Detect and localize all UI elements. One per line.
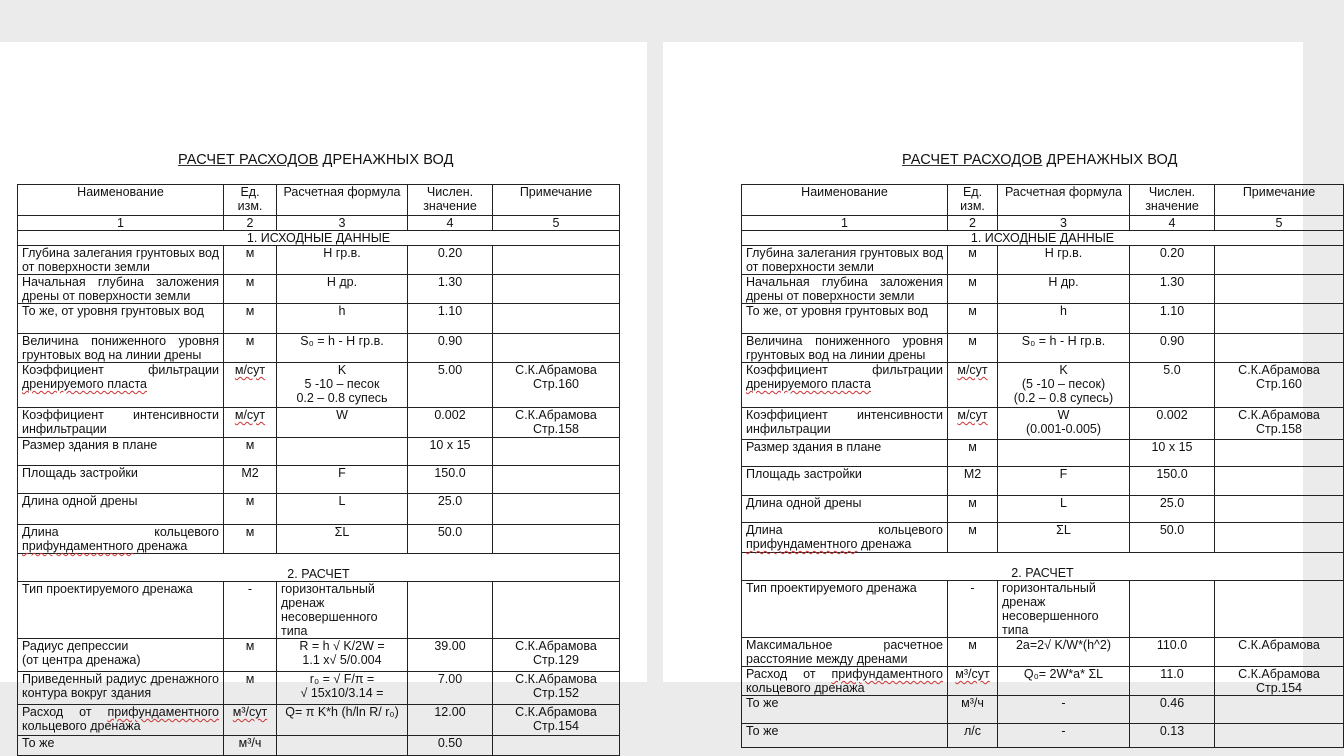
cell-note: С.К.Абрамова Стр.160 xyxy=(493,363,620,408)
cell-note xyxy=(1215,696,1344,724)
cell-formula: Q₀= 2W*a* ΣL xyxy=(998,667,1130,696)
cell-note: С.К.Абрамова Стр.160 xyxy=(1215,363,1344,408)
column-number: 1 xyxy=(18,216,224,231)
cell-formula: L xyxy=(998,496,1130,523)
cell-name: Глубина залегания грунтовых вод от поверхности земли xyxy=(742,246,948,275)
table-row xyxy=(18,466,620,494)
table-row xyxy=(18,246,620,275)
cell-unit: м xyxy=(224,275,277,304)
cell-formula: H др. xyxy=(277,275,408,304)
table-row xyxy=(18,408,620,438)
cell-value: 1.10 xyxy=(408,304,493,334)
cell-value: 25.0 xyxy=(1130,496,1215,523)
cell-name: То же xyxy=(18,736,224,756)
cell-unit: м xyxy=(948,275,998,304)
cell-name: То же xyxy=(742,724,948,748)
cell-note xyxy=(1215,724,1344,748)
cell-note xyxy=(1215,246,1344,275)
column-header-value: Числен. значение xyxy=(1130,185,1215,216)
cell-note xyxy=(493,334,620,363)
cell-note xyxy=(1215,275,1344,304)
cell-value: 0.002 xyxy=(1130,408,1215,440)
cell-formula: H гр.в. xyxy=(277,246,408,275)
table-row xyxy=(742,724,1344,748)
cell-note xyxy=(493,736,620,756)
column-numbers-row xyxy=(18,216,620,231)
cell-note: С.К.Абрамова Стр.158 xyxy=(493,408,620,438)
column-header-value: Числен. значение xyxy=(408,185,493,216)
cell-name: Площадь застройки xyxy=(18,466,224,494)
cell-formula: горизонтальный дренаж несовершенного типа xyxy=(998,581,1130,638)
cell-formula: H гр.в. xyxy=(998,246,1130,275)
cell-name: Коэффициент фильтрации дренируемого пласта xyxy=(742,363,948,408)
cell-name: Расход от прифундаментного кольцевого дренажа xyxy=(742,667,948,696)
cell-unit: м xyxy=(224,525,277,554)
table-row xyxy=(18,304,620,334)
cell-name: Длина одной дрены xyxy=(18,494,224,525)
table-row xyxy=(742,496,1344,523)
column-header-unit: Ед. изм. xyxy=(224,185,277,216)
table-row xyxy=(18,639,620,672)
cell-formula: h xyxy=(998,304,1130,334)
table-row xyxy=(742,304,1344,334)
cell-formula xyxy=(998,440,1130,467)
column-header-name: Наименование xyxy=(18,185,224,216)
cell-name: Длина кольцевого прифундаментного дренажа xyxy=(742,523,948,553)
document-page-left xyxy=(0,42,647,750)
cell-unit: М2 xyxy=(224,466,277,494)
section-heading-initial-data: 1. ИСХОДНЫЕ ДАННЫЕ xyxy=(742,231,1344,246)
cell-value: 0.50 xyxy=(408,736,493,756)
table-row xyxy=(18,705,620,736)
cell-formula: ΣL xyxy=(277,525,408,554)
cell-value xyxy=(1130,581,1215,638)
table-row xyxy=(742,467,1344,496)
cell-formula xyxy=(277,736,408,756)
column-number: 5 xyxy=(493,216,620,231)
table-row xyxy=(742,440,1344,467)
cell-note xyxy=(1215,440,1344,467)
cell-value: 110.0 xyxy=(1130,638,1215,667)
cell-name: Длина кольцевого прифундаментного дренажа xyxy=(18,525,224,554)
cell-value: 50.0 xyxy=(1130,523,1215,553)
cell-value: 150.0 xyxy=(1130,467,1215,496)
cell-formula: Q= π K*h (h/ln R/ r₀) xyxy=(277,705,408,736)
cell-unit: М2 xyxy=(948,467,998,496)
cell-formula: S₀ = h - H гр.в. xyxy=(998,334,1130,363)
cell-name: Приведенный радиус дренажного контура вокруг здания xyxy=(18,672,224,705)
cell-name: Коэффициент интенсивности инфильтрации xyxy=(742,408,948,440)
cell-unit: м/сут xyxy=(948,408,998,440)
cell-value xyxy=(408,582,493,639)
cell-formula: горизонтальный дренаж несовершенного типа xyxy=(277,582,408,639)
cell-name: Тип проектируемого дренажа xyxy=(18,582,224,639)
cell-name: Величина пониженного уровня грунтовых вод на линии дрены xyxy=(18,334,224,363)
cell-unit: - xyxy=(224,582,277,639)
cell-value: 10 х 15 xyxy=(1130,440,1215,467)
cell-note xyxy=(1215,581,1344,638)
table-row xyxy=(742,363,1344,408)
table-row xyxy=(742,275,1344,304)
cell-formula: 2a=2√ K/W*(h^2) xyxy=(998,638,1130,667)
cell-note xyxy=(1215,523,1344,553)
cell-unit: м xyxy=(224,334,277,363)
table-row xyxy=(18,494,620,525)
cell-formula: r₀ = √ F/π = √ 15х10/3.14 = xyxy=(277,672,408,705)
column-number: 1 xyxy=(742,216,948,231)
cell-unit: м xyxy=(224,494,277,525)
cell-value: 5.0 xyxy=(1130,363,1215,408)
column-header-note: Примечание xyxy=(1215,185,1344,216)
document-page-right xyxy=(663,42,1320,738)
table-row xyxy=(742,334,1344,363)
cell-unit: м xyxy=(224,438,277,466)
cell-formula: W xyxy=(277,408,408,438)
table-row xyxy=(742,581,1344,638)
cell-name: Величина пониженного уровня грунтовых вод на линии дрены xyxy=(742,334,948,363)
cell-unit: м xyxy=(224,246,277,275)
table-row xyxy=(18,363,620,408)
cell-unit: м³/сут xyxy=(948,667,998,696)
document-title: РАСЧЕТ РАСХОДОВ ДРЕНАЖНЫХ ВОД xyxy=(902,152,1178,168)
cell-unit: м xyxy=(948,440,998,467)
cell-note xyxy=(493,438,620,466)
cell-note xyxy=(493,246,620,275)
table-row xyxy=(742,638,1344,667)
table-row xyxy=(742,408,1344,440)
cell-value: 0.20 xyxy=(408,246,493,275)
cell-value: 1.10 xyxy=(1130,304,1215,334)
cell-name: То же, от уровня грунтовых вод xyxy=(742,304,948,334)
cell-value: 5.00 xyxy=(408,363,493,408)
section-heading-initial-data: 1. ИСХОДНЫЕ ДАННЫЕ xyxy=(18,231,620,246)
cell-formula: F xyxy=(277,466,408,494)
calculation-table xyxy=(741,184,1344,748)
cell-value: 10 х 15 xyxy=(408,438,493,466)
column-number: 2 xyxy=(948,216,998,231)
cell-note xyxy=(1215,334,1344,363)
cell-unit: м³/сут xyxy=(224,705,277,736)
cell-note xyxy=(493,582,620,639)
cell-formula: S₀ = h - H гр.в. xyxy=(277,334,408,363)
cell-value: 11.0 xyxy=(1130,667,1215,696)
table-header-row xyxy=(18,185,620,216)
cell-value: 25.0 xyxy=(408,494,493,525)
table-header-row xyxy=(742,185,1344,216)
cell-name: Радиус депрессии (от центра дренажа) xyxy=(18,639,224,672)
cell-unit: м/сут xyxy=(224,408,277,438)
cell-formula: R = h √ K/2W = 1.1 х√ 5/0.004 xyxy=(277,639,408,672)
cell-name: Максимальное расчетное расстояние между дренами xyxy=(742,638,948,667)
cell-unit: м/сут xyxy=(948,363,998,408)
cell-formula: F xyxy=(998,467,1130,496)
cell-formula: W (0.001-0.005) xyxy=(998,408,1130,440)
cell-name: Коэффициент фильтрации дренируемого пласта xyxy=(18,363,224,408)
cell-value: 0.90 xyxy=(1130,334,1215,363)
cell-name: Размер здания в плане xyxy=(742,440,948,467)
cell-formula: K 5 -10 – песок 0.2 – 0.8 супесь xyxy=(277,363,408,408)
cell-formula xyxy=(277,438,408,466)
column-number: 4 xyxy=(1130,216,1215,231)
cell-unit: м xyxy=(948,638,998,667)
section-heading-calculation: 2. РАСЧЕТ xyxy=(742,553,1344,581)
cell-unit: м xyxy=(224,304,277,334)
column-number: 5 xyxy=(1215,216,1344,231)
cell-name: Расход от прифундаментного кольцевого дренажа xyxy=(18,705,224,736)
table-row xyxy=(18,275,620,304)
cell-value: 50.0 xyxy=(408,525,493,554)
cell-formula: ΣL xyxy=(998,523,1130,553)
cell-name: Начальная глубина заложения дрены от поверхности земли xyxy=(742,275,948,304)
cell-note xyxy=(493,466,620,494)
column-header-name: Наименование xyxy=(742,185,948,216)
column-header-formula: Расчетная формула xyxy=(277,185,408,216)
cell-value: 150.0 xyxy=(408,466,493,494)
cell-formula: L xyxy=(277,494,408,525)
column-header-note: Примечание xyxy=(493,185,620,216)
cell-value: 12.00 xyxy=(408,705,493,736)
cell-note xyxy=(1215,304,1344,334)
cell-formula: H др. xyxy=(998,275,1130,304)
table-row xyxy=(18,672,620,705)
table-row xyxy=(18,582,620,639)
section-heading-calculation: 2. РАСЧЕТ xyxy=(18,554,620,582)
cell-value: 1.30 xyxy=(1130,275,1215,304)
column-numbers-row xyxy=(742,216,1344,231)
cell-name: Площадь застройки xyxy=(742,467,948,496)
cell-name: Начальная глубина заложения дрены от поверхности земли xyxy=(18,275,224,304)
cell-name: То же, от уровня грунтовых вод xyxy=(18,304,224,334)
cell-note xyxy=(493,275,620,304)
cell-name: То же xyxy=(742,696,948,724)
cell-note: С.К.Абрамова Стр.154 xyxy=(493,705,620,736)
table-row xyxy=(742,523,1344,553)
column-number: 3 xyxy=(277,216,408,231)
column-header-unit: Ед. изм. xyxy=(948,185,998,216)
column-header-formula: Расчетная формула xyxy=(998,185,1130,216)
cell-note xyxy=(1215,496,1344,523)
cell-value: 39.00 xyxy=(408,639,493,672)
cell-note xyxy=(493,494,620,525)
cell-unit: м xyxy=(224,639,277,672)
cell-formula: - xyxy=(998,696,1130,724)
cell-unit: л/с xyxy=(948,724,998,748)
cell-note xyxy=(493,525,620,554)
table-row xyxy=(18,438,620,466)
table-row xyxy=(742,667,1344,696)
cell-unit: м xyxy=(224,672,277,705)
cell-value: 0.46 xyxy=(1130,696,1215,724)
column-number: 3 xyxy=(998,216,1130,231)
cell-note: С.К.Абрамова xyxy=(1215,638,1344,667)
cell-value: 0.13 xyxy=(1130,724,1215,748)
cell-note xyxy=(1215,467,1344,496)
cell-name: Коэффициент интенсивности инфильтрации xyxy=(18,408,224,438)
cell-name: Глубина залегания грунтовых вод от поверхности земли xyxy=(18,246,224,275)
column-number: 2 xyxy=(224,216,277,231)
cell-unit: м xyxy=(948,523,998,553)
cell-unit: м³/ч xyxy=(224,736,277,756)
cell-note xyxy=(493,304,620,334)
cell-name: Тип проектируемого дренажа xyxy=(742,581,948,638)
cell-note: С.К.Абрамова Стр.154 xyxy=(1215,667,1344,696)
cell-name: Размер здания в плане xyxy=(18,438,224,466)
document-title: РАСЧЕТ РАСХОДОВ ДРЕНАЖНЫХ ВОД xyxy=(178,152,454,168)
cell-unit: м xyxy=(948,304,998,334)
cell-unit: м xyxy=(948,334,998,363)
cell-value: 1.30 xyxy=(408,275,493,304)
cell-note: С.К.Абрамова Стр.152 xyxy=(493,672,620,705)
cell-value: 7.00 xyxy=(408,672,493,705)
table-row xyxy=(18,736,620,756)
cell-unit: м xyxy=(948,246,998,275)
cell-unit: м/сут xyxy=(224,363,277,408)
cell-unit: - xyxy=(948,581,998,638)
cell-value: 0.20 xyxy=(1130,246,1215,275)
cell-value: 0.002 xyxy=(408,408,493,438)
cell-name: Длина одной дрены xyxy=(742,496,948,523)
cell-formula: h xyxy=(277,304,408,334)
cell-unit: м³/ч xyxy=(948,696,998,724)
table-row xyxy=(18,334,620,363)
column-number: 4 xyxy=(408,216,493,231)
table-row xyxy=(742,696,1344,724)
calculation-table xyxy=(17,184,620,756)
cell-formula: - xyxy=(998,724,1130,748)
cell-note: С.К.Абрамова Стр.129 xyxy=(493,639,620,672)
table-row xyxy=(18,525,620,554)
cell-formula: K (5 -10 – песок) (0.2 – 0.8 супесь) xyxy=(998,363,1130,408)
cell-value: 0.90 xyxy=(408,334,493,363)
table-row xyxy=(742,246,1344,275)
cell-note: С.К.Абрамова Стр.158 xyxy=(1215,408,1344,440)
cell-unit: м xyxy=(948,496,998,523)
